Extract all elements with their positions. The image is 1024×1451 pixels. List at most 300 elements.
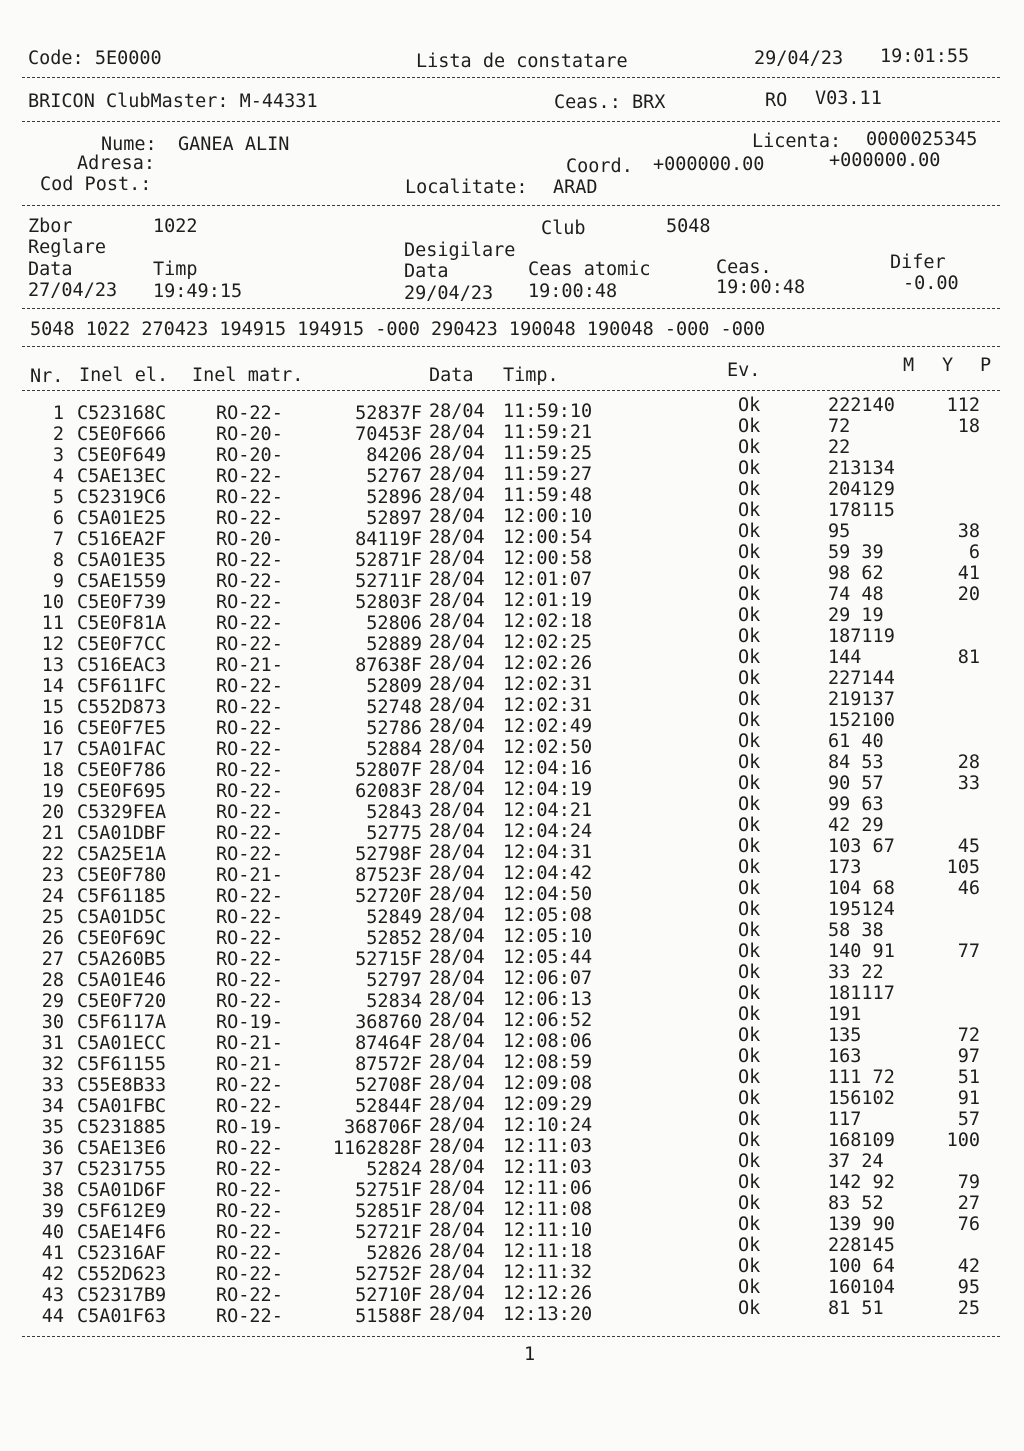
flight-label: Zbor bbox=[28, 216, 73, 237]
m-y-values: 22 bbox=[828, 437, 851, 458]
summary-line: 5048 1022 270423 194915 194915 -000 290423 190048 190048 -000 -000 bbox=[30, 319, 766, 340]
m-y-values: 117 bbox=[828, 1109, 862, 1130]
address-label: Adresa: bbox=[77, 153, 155, 174]
ring-prefix: RO-22- bbox=[216, 634, 283, 655]
event-status: Ok bbox=[738, 962, 761, 983]
p-value: 97 bbox=[957, 1046, 980, 1067]
arrival-time: 12:09:08 bbox=[503, 1073, 593, 1094]
ring-number: 52708F bbox=[355, 1075, 422, 1096]
electronic-ring: C552D623 bbox=[77, 1264, 167, 1285]
electronic-ring: C5A260B5 bbox=[77, 949, 167, 970]
electronic-ring: C5E0F739 bbox=[77, 592, 167, 613]
m-y-values: 228145 bbox=[828, 1235, 895, 1256]
electronic-ring: C55E8B33 bbox=[77, 1075, 167, 1096]
ring-number: 52786 bbox=[366, 718, 422, 739]
document-title: Lista de constatare bbox=[416, 51, 628, 72]
ring-number: 84206 bbox=[366, 445, 422, 466]
p-value: 6 bbox=[968, 542, 980, 563]
arrival-time: 12:00:10 bbox=[503, 506, 593, 527]
electronic-ring: C5E0F695 bbox=[77, 781, 167, 802]
ring-number: 52715F bbox=[355, 949, 422, 970]
p-value: 18 bbox=[957, 416, 980, 437]
m-y-values: 90 57 bbox=[828, 773, 884, 794]
ring-number: 52834 bbox=[366, 991, 422, 1012]
arrival-time: 12:01:19 bbox=[503, 590, 593, 611]
arrival-time: 12:00:54 bbox=[503, 527, 593, 548]
event-status: Ok bbox=[738, 731, 761, 752]
ring-prefix: RO-22- bbox=[216, 508, 283, 529]
ring-prefix: RO-22- bbox=[216, 1159, 283, 1180]
arrival-date: 28/04 bbox=[429, 422, 485, 443]
setting-date-label: Data bbox=[28, 259, 73, 280]
setting-label: Reglare bbox=[28, 237, 106, 258]
arrival-time: 12:04:21 bbox=[503, 800, 593, 821]
arrival-date: 28/04 bbox=[429, 926, 485, 947]
event-status: Ok bbox=[738, 458, 761, 479]
ring-number: 52889 bbox=[366, 634, 422, 655]
electronic-ring: C5E0F7CC bbox=[77, 634, 167, 655]
club-label: Club bbox=[541, 218, 586, 239]
p-value: 42 bbox=[957, 1256, 980, 1277]
row-number: 24 bbox=[41, 886, 64, 907]
ring-number: 52809 bbox=[366, 676, 422, 697]
arrival-time: 12:05:08 bbox=[503, 905, 593, 926]
electronic-ring: C516EAC3 bbox=[77, 655, 167, 676]
ring-number: 368706F bbox=[344, 1117, 422, 1138]
event-status: Ok bbox=[738, 626, 761, 647]
arrival-date: 28/04 bbox=[429, 653, 485, 674]
arrival-time: 12:02:31 bbox=[503, 674, 593, 695]
event-status: Ok bbox=[738, 773, 761, 794]
ring-number: 52711F bbox=[355, 571, 422, 592]
row-number: 16 bbox=[41, 718, 64, 739]
arrival-time: 12:04:19 bbox=[503, 779, 593, 800]
event-status: Ok bbox=[738, 1067, 761, 1088]
electronic-ring: C5F61155 bbox=[77, 1054, 167, 1075]
device-id: BRICON ClubMaster: M-44331 bbox=[28, 91, 318, 112]
arrival-time: 11:59:27 bbox=[503, 464, 593, 485]
row-number: 11 bbox=[41, 613, 64, 634]
arrival-time: 12:08:59 bbox=[503, 1052, 593, 1073]
m-y-values: 227144 bbox=[828, 668, 895, 689]
event-status: Ok bbox=[738, 479, 761, 500]
ring-number: 368760 bbox=[355, 1012, 422, 1033]
row-number: 44 bbox=[41, 1306, 64, 1327]
event-status: Ok bbox=[738, 647, 761, 668]
electronic-ring: C5A01E46 bbox=[77, 970, 167, 991]
row-number: 6 bbox=[52, 508, 64, 529]
m-y-values: 195124 bbox=[828, 899, 895, 920]
arrival-date: 28/04 bbox=[429, 527, 485, 548]
p-value: 28 bbox=[957, 752, 980, 773]
ring-number: 52710F bbox=[355, 1285, 422, 1306]
ring-prefix: RO-22- bbox=[216, 1243, 283, 1264]
row-number: 40 bbox=[41, 1222, 64, 1243]
ring-prefix: RO-22- bbox=[216, 571, 283, 592]
m-y-values: 83 52 bbox=[828, 1193, 884, 1214]
ring-prefix: RO-22- bbox=[216, 991, 283, 1012]
m-y-values: 72 bbox=[828, 416, 851, 437]
arrival-time: 12:08:06 bbox=[503, 1031, 593, 1052]
ring-prefix: RO-22- bbox=[216, 1201, 283, 1222]
event-status: Ok bbox=[738, 1193, 761, 1214]
event-status: Ok bbox=[738, 941, 761, 962]
arrival-date: 28/04 bbox=[429, 443, 485, 464]
m-y-values: 222140 bbox=[828, 395, 895, 416]
arrival-date: 28/04 bbox=[429, 695, 485, 716]
arrival-date: 28/04 bbox=[429, 989, 485, 1010]
ring-number: 52837F bbox=[355, 403, 422, 424]
row-number: 32 bbox=[41, 1054, 64, 1075]
locality-value: ARAD bbox=[553, 177, 598, 198]
event-status: Ok bbox=[738, 500, 761, 521]
event-status: Ok bbox=[738, 437, 761, 458]
m-y-values: 168109 bbox=[828, 1130, 895, 1151]
ring-prefix: RO-22- bbox=[216, 949, 283, 970]
firmware-version: V03.11 bbox=[815, 88, 882, 109]
ring-prefix: RO-22- bbox=[216, 1180, 283, 1201]
ring-number: 87523F bbox=[355, 865, 422, 886]
club-number: 5048 bbox=[666, 216, 711, 237]
arrival-date: 28/04 bbox=[429, 884, 485, 905]
p-value: 33 bbox=[957, 773, 980, 794]
arrival-date: 28/04 bbox=[429, 1304, 485, 1325]
setting-date: 27/04/23 bbox=[28, 280, 118, 301]
ring-number: 52798F bbox=[355, 844, 422, 865]
p-value: 112 bbox=[946, 395, 980, 416]
m-y-values: 142 92 bbox=[828, 1172, 895, 1193]
arrival-date: 28/04 bbox=[429, 485, 485, 506]
ring-number: 84119F bbox=[355, 529, 422, 550]
m-y-values: 74 48 bbox=[828, 584, 884, 605]
ring-number: 52826 bbox=[366, 1243, 422, 1264]
event-status: Ok bbox=[738, 563, 761, 584]
arrival-date: 28/04 bbox=[429, 905, 485, 926]
divider bbox=[22, 390, 1000, 391]
p-value: 46 bbox=[957, 878, 980, 899]
electronic-ring: C5E0F786 bbox=[77, 760, 167, 781]
table-row bbox=[0, 416, 1024, 445]
ring-prefix: RO-21- bbox=[216, 1054, 283, 1075]
clock-label: Ceas. bbox=[716, 257, 772, 278]
license-label: Licenta: bbox=[752, 131, 842, 152]
arrival-date: 28/04 bbox=[429, 611, 485, 632]
p-value: 25 bbox=[957, 1298, 980, 1319]
arrival-time: 12:11:10 bbox=[503, 1220, 593, 1241]
event-status: Ok bbox=[738, 794, 761, 815]
ring-prefix: RO-22- bbox=[216, 823, 283, 844]
col-y: Y bbox=[942, 355, 954, 376]
ring-prefix: RO-22- bbox=[216, 613, 283, 634]
row-number: 1 bbox=[52, 403, 64, 424]
arrival-date: 28/04 bbox=[429, 674, 485, 695]
ring-prefix: RO-22- bbox=[216, 718, 283, 739]
ring-prefix: RO-22- bbox=[216, 1075, 283, 1096]
table-row bbox=[0, 500, 1024, 529]
arrival-date: 28/04 bbox=[429, 1157, 485, 1178]
m-y-values: 111 72 bbox=[828, 1067, 895, 1088]
ring-prefix: RO-22- bbox=[216, 466, 283, 487]
arrival-date: 28/04 bbox=[429, 842, 485, 863]
col-event: Ev. bbox=[727, 360, 761, 381]
divider bbox=[22, 121, 1000, 122]
row-number: 19 bbox=[41, 781, 64, 802]
event-status: Ok bbox=[738, 857, 761, 878]
row-number: 23 bbox=[41, 865, 64, 886]
arrival-time: 12:04:31 bbox=[503, 842, 593, 863]
arrival-time: 12:06:13 bbox=[503, 989, 593, 1010]
m-y-values: 58 38 bbox=[828, 920, 884, 941]
electronic-ring: C5329FEA bbox=[77, 802, 167, 823]
electronic-ring: C5F611FC bbox=[77, 676, 167, 697]
electronic-ring: C52317B9 bbox=[77, 1285, 167, 1306]
arrival-time: 12:01:07 bbox=[503, 569, 593, 590]
electronic-ring: C5F612E9 bbox=[77, 1201, 167, 1222]
atomic-clock-time: 19:00:48 bbox=[528, 281, 618, 302]
event-status: Ok bbox=[738, 1046, 761, 1067]
flight-number: 1022 bbox=[153, 216, 198, 237]
event-status: Ok bbox=[738, 1214, 761, 1235]
p-value: 76 bbox=[957, 1214, 980, 1235]
m-y-values: 144 bbox=[828, 647, 862, 668]
divider bbox=[22, 346, 1000, 347]
arrival-date: 28/04 bbox=[429, 548, 485, 569]
divider bbox=[22, 205, 1000, 206]
arrival-date: 28/04 bbox=[429, 1199, 485, 1220]
arrival-time: 12:12:26 bbox=[503, 1283, 593, 1304]
ring-prefix: RO-22- bbox=[216, 1138, 283, 1159]
m-y-values: 100 64 bbox=[828, 1256, 895, 1277]
arrival-date: 28/04 bbox=[429, 737, 485, 758]
p-value: 72 bbox=[957, 1025, 980, 1046]
event-status: Ok bbox=[738, 1256, 761, 1277]
ring-number: 62083F bbox=[355, 781, 422, 802]
arrival-time: 12:04:42 bbox=[503, 863, 593, 884]
row-number: 10 bbox=[41, 592, 64, 613]
m-y-values: 103 67 bbox=[828, 836, 895, 857]
p-value: 41 bbox=[957, 563, 980, 584]
event-status: Ok bbox=[738, 1235, 761, 1256]
m-y-values: 187119 bbox=[828, 626, 895, 647]
ring-number: 52797 bbox=[366, 970, 422, 991]
m-y-values: 139 90 bbox=[828, 1214, 895, 1235]
event-status: Ok bbox=[738, 605, 761, 626]
table-row bbox=[0, 1298, 1024, 1327]
arrival-date: 28/04 bbox=[429, 821, 485, 842]
clock-type: Ceas.: BRX bbox=[554, 92, 666, 113]
ring-number: 51588F bbox=[355, 1306, 422, 1327]
arrival-date: 28/04 bbox=[429, 590, 485, 611]
p-value: 79 bbox=[957, 1172, 980, 1193]
electronic-ring: C52316AF bbox=[77, 1243, 167, 1264]
license-number: 0000025345 bbox=[866, 129, 978, 150]
arrival-date: 28/04 bbox=[429, 716, 485, 737]
ring-number: 52775 bbox=[366, 823, 422, 844]
electronic-ring: C5A01E35 bbox=[77, 550, 167, 571]
arrival-date: 28/04 bbox=[429, 1283, 485, 1304]
ring-number: 52896 bbox=[366, 487, 422, 508]
col-nr: Nr. bbox=[30, 366, 64, 387]
ring-number: 52849 bbox=[366, 907, 422, 928]
row-number: 5 bbox=[52, 487, 64, 508]
ring-prefix: RO-20- bbox=[216, 529, 283, 550]
event-status: Ok bbox=[738, 1172, 761, 1193]
ring-prefix: RO-22- bbox=[216, 403, 283, 424]
m-y-values: 29 19 bbox=[828, 605, 884, 626]
m-y-values: 213134 bbox=[828, 458, 895, 479]
arrival-time: 11:59:48 bbox=[503, 485, 593, 506]
event-status: Ok bbox=[738, 983, 761, 1004]
ring-prefix: RO-20- bbox=[216, 424, 283, 445]
ring-number: 87638F bbox=[355, 655, 422, 676]
ring-prefix: RO-22- bbox=[216, 1306, 283, 1327]
arrival-time: 12:05:44 bbox=[503, 947, 593, 968]
arrival-date: 28/04 bbox=[429, 1010, 485, 1031]
m-y-values: 204129 bbox=[828, 479, 895, 500]
arrival-time: 12:13:20 bbox=[503, 1304, 593, 1325]
col-m: M bbox=[903, 355, 915, 376]
col-time: Timp. bbox=[503, 365, 559, 386]
ring-prefix: RO-22- bbox=[216, 907, 283, 928]
arrival-time: 11:59:21 bbox=[503, 422, 593, 443]
m-y-values: 191 bbox=[828, 1004, 862, 1025]
unseal-date: 29/04/23 bbox=[404, 283, 494, 304]
table-row bbox=[0, 1088, 1024, 1117]
electronic-ring: C5E0F69C bbox=[77, 928, 167, 949]
row-number: 20 bbox=[41, 802, 64, 823]
ring-prefix: RO-22- bbox=[216, 739, 283, 760]
arrival-time: 11:59:25 bbox=[503, 443, 593, 464]
row-number: 7 bbox=[52, 529, 64, 550]
ring-prefix: RO-20- bbox=[216, 445, 283, 466]
m-y-values: 156102 bbox=[828, 1088, 895, 1109]
electronic-ring: C5A01ECC bbox=[77, 1033, 167, 1054]
electronic-ring: C5E0F780 bbox=[77, 865, 167, 886]
m-y-values: 33 22 bbox=[828, 962, 884, 983]
row-number: 37 bbox=[41, 1159, 64, 1180]
event-status: Ok bbox=[738, 542, 761, 563]
arrival-time: 12:00:58 bbox=[503, 548, 593, 569]
ring-prefix: RO-22- bbox=[216, 1096, 283, 1117]
divider bbox=[22, 308, 1000, 309]
event-status: Ok bbox=[738, 584, 761, 605]
row-number: 8 bbox=[52, 550, 64, 571]
arrival-time: 12:04:24 bbox=[503, 821, 593, 842]
electronic-ring: C5A01FAC bbox=[77, 739, 167, 760]
col-electronic-ring: Inel el. bbox=[79, 365, 169, 386]
arrival-date: 28/04 bbox=[429, 1073, 485, 1094]
row-number: 25 bbox=[41, 907, 64, 928]
p-value: 77 bbox=[957, 941, 980, 962]
col-ring-registration: Inel matr. bbox=[192, 365, 304, 386]
difference-label: Difer bbox=[890, 252, 946, 273]
ring-number: 52897 bbox=[366, 508, 422, 529]
arrival-time: 12:06:52 bbox=[503, 1010, 593, 1031]
arrival-time: 12:11:03 bbox=[503, 1157, 593, 1178]
row-number: 3 bbox=[52, 445, 64, 466]
ring-number: 52720F bbox=[355, 886, 422, 907]
region-code: RO bbox=[765, 90, 788, 111]
ring-number: 52871F bbox=[355, 550, 422, 571]
table-row bbox=[0, 1025, 1024, 1054]
arrival-time: 11:59:10 bbox=[503, 401, 593, 422]
arrival-time: 12:02:49 bbox=[503, 716, 593, 737]
p-value: 27 bbox=[957, 1193, 980, 1214]
arrival-time: 12:11:18 bbox=[503, 1241, 593, 1262]
ring-prefix: RO-22- bbox=[216, 970, 283, 991]
ring-prefix: RO-22- bbox=[216, 487, 283, 508]
row-number: 42 bbox=[41, 1264, 64, 1285]
m-y-values: 173 bbox=[828, 857, 862, 878]
ring-prefix: RO-21- bbox=[216, 655, 283, 676]
arrival-time: 12:06:07 bbox=[503, 968, 593, 989]
arrival-date: 28/04 bbox=[429, 401, 485, 422]
arrival-time: 12:02:31 bbox=[503, 695, 593, 716]
m-y-values: 59 39 bbox=[828, 542, 884, 563]
event-status: Ok bbox=[738, 1025, 761, 1046]
ring-number: 52752F bbox=[355, 1264, 422, 1285]
event-status: Ok bbox=[738, 710, 761, 731]
ring-prefix: RO-22- bbox=[216, 844, 283, 865]
ring-number: 52844F bbox=[355, 1096, 422, 1117]
ring-number: 52803F bbox=[355, 592, 422, 613]
print-time: 19:01:55 bbox=[880, 46, 970, 67]
ring-number: 52807F bbox=[355, 760, 422, 781]
m-y-values: 95 bbox=[828, 521, 851, 542]
arrival-time: 12:04:50 bbox=[503, 884, 593, 905]
arrival-time: 12:11:32 bbox=[503, 1262, 593, 1283]
arrival-time: 12:11:06 bbox=[503, 1178, 593, 1199]
arrival-date: 28/04 bbox=[429, 632, 485, 653]
event-status: Ok bbox=[738, 752, 761, 773]
m-y-values: 37 24 bbox=[828, 1151, 884, 1172]
postal-code-label: Cod Post.: bbox=[40, 174, 152, 195]
arrival-date: 28/04 bbox=[429, 1241, 485, 1262]
row-number: 4 bbox=[52, 466, 64, 487]
arrival-date: 28/04 bbox=[429, 569, 485, 590]
row-number: 18 bbox=[41, 760, 64, 781]
electronic-ring: C5A01D6F bbox=[77, 1180, 167, 1201]
ring-number: 52824 bbox=[366, 1159, 422, 1180]
col-date: Data bbox=[429, 365, 474, 386]
ring-prefix: RO-22- bbox=[216, 1264, 283, 1285]
m-y-values: 152100 bbox=[828, 710, 895, 731]
coord-value-2: +000000.00 bbox=[829, 150, 941, 171]
row-number: 41 bbox=[41, 1243, 64, 1264]
electronic-ring: C5E0F7E5 bbox=[77, 718, 167, 739]
m-y-values: 140 91 bbox=[828, 941, 895, 962]
m-y-values: 98 62 bbox=[828, 563, 884, 584]
ring-number: 52721F bbox=[355, 1222, 422, 1243]
event-status: Ok bbox=[738, 1298, 761, 1319]
arrival-date: 28/04 bbox=[429, 968, 485, 989]
p-value: 91 bbox=[957, 1088, 980, 1109]
divider bbox=[22, 77, 1000, 78]
row-number: 33 bbox=[41, 1075, 64, 1096]
row-number: 39 bbox=[41, 1201, 64, 1222]
electronic-ring: C5AE14F6 bbox=[77, 1222, 167, 1243]
row-number: 34 bbox=[41, 1096, 64, 1117]
col-p: P bbox=[980, 355, 992, 376]
arrival-date: 28/04 bbox=[429, 863, 485, 884]
m-y-values: 160104 bbox=[828, 1277, 895, 1298]
ring-prefix: RO-19- bbox=[216, 1117, 283, 1138]
electronic-ring: C5F61185 bbox=[77, 886, 167, 907]
arrival-date: 28/04 bbox=[429, 1052, 485, 1073]
electronic-ring: C523168C bbox=[77, 403, 167, 424]
row-number: 2 bbox=[52, 424, 64, 445]
ring-prefix: RO-22- bbox=[216, 886, 283, 907]
